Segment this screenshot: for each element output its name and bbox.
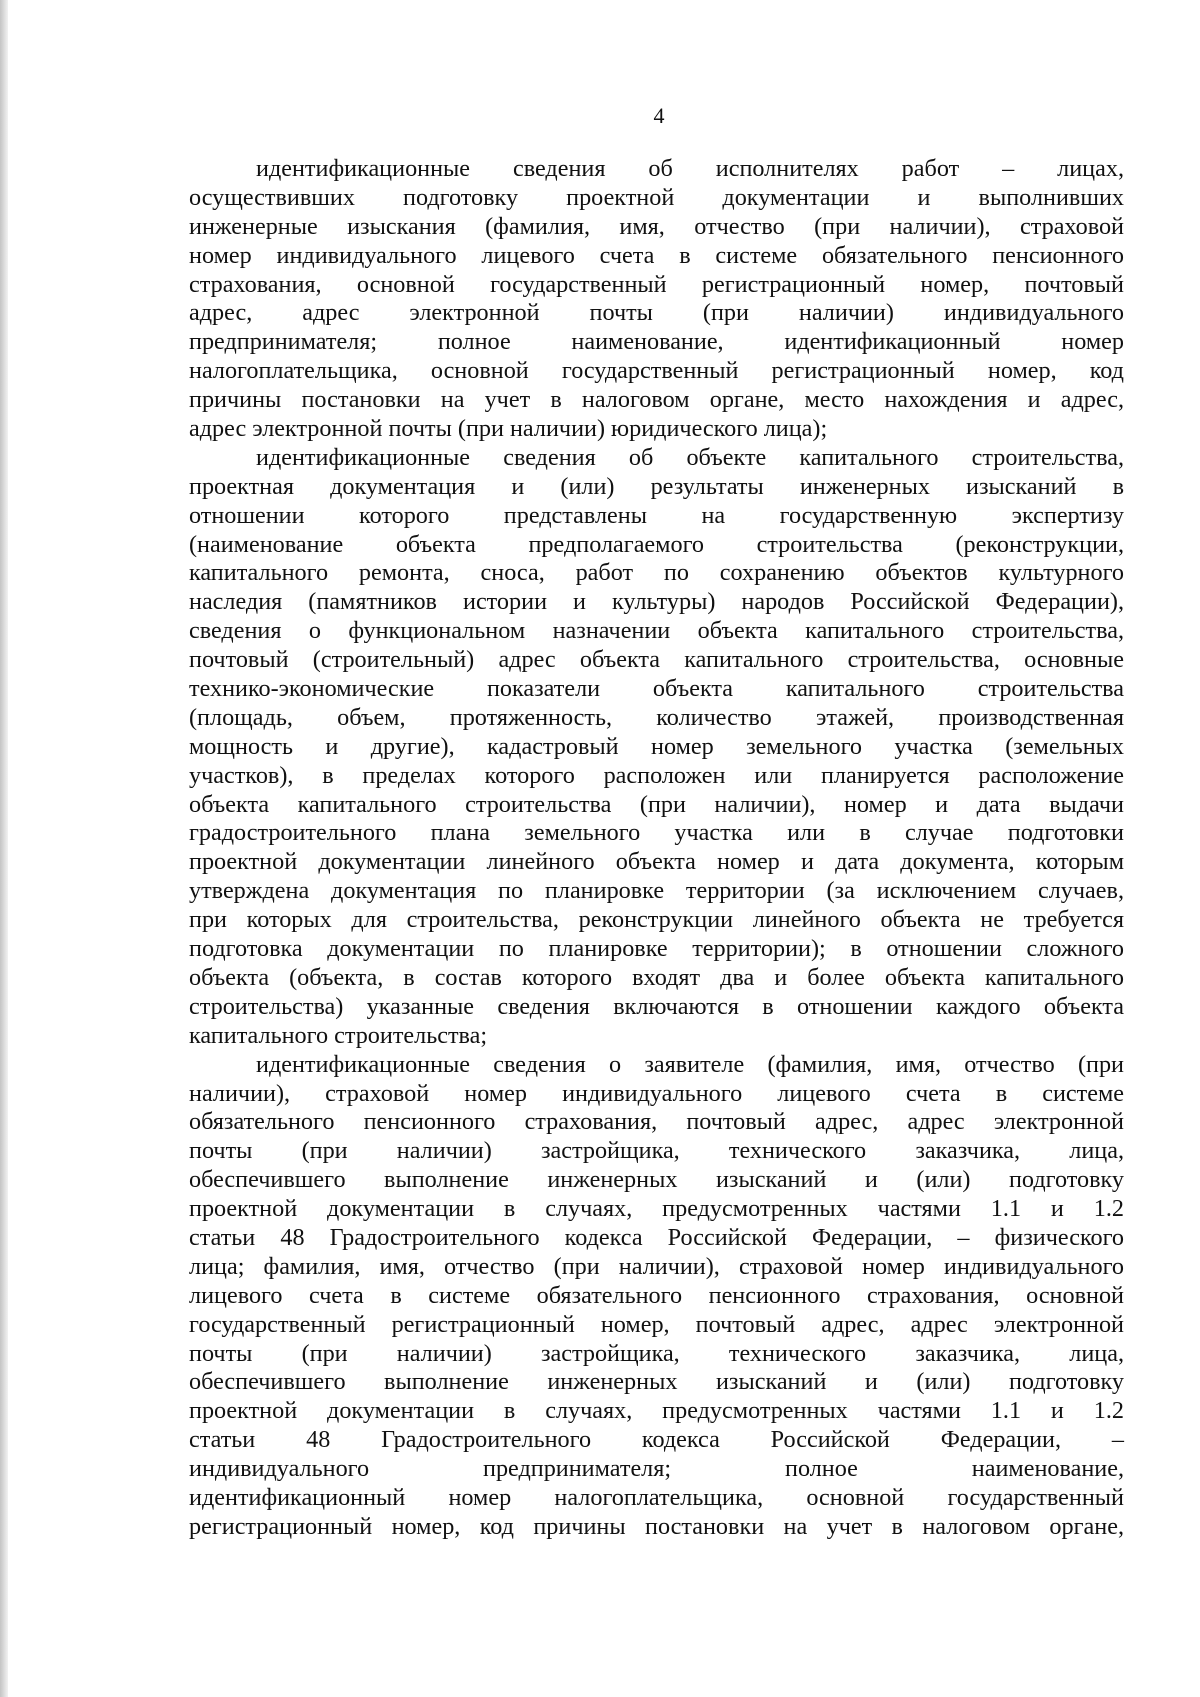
text-line: идентификационные сведения об объекте капитального строительства, xyxy=(256,443,1124,471)
text-line: идентификационные сведения об исполнителях работ – лицах, xyxy=(256,155,1124,182)
text-line: мощность и другие), кадастровый номер земельного участка (земельных xyxy=(189,732,1124,760)
text-line: лицевого счета в системе обязательного пенсионного страхования, основной xyxy=(189,1281,1124,1309)
text-line: лица; фамилия, имя, отчество (при наличии), страховой номер индивидуального xyxy=(189,1252,1124,1280)
text-line: статьи 48 Градостроительного кодекса Российской Федерации, – физического xyxy=(189,1223,1124,1251)
text-line: капитального строительства; xyxy=(189,1021,488,1049)
text-line: строительства) указанные сведения включаются в отношении каждого объекта xyxy=(189,992,1124,1020)
text-line: технико-экономические показатели объекта капитального строительства xyxy=(189,675,1124,703)
text-line: обеспечившего выполнение инженерных изысканий и (или) подготовку xyxy=(189,1368,1124,1396)
text-line: проектная документация и (или) результаты инженерных изысканий в xyxy=(189,472,1124,500)
text-line: (площадь, объем, протяженность, количество этажей, производственная xyxy=(189,703,1124,731)
text-line: капитального ремонта, сноса, работ по сохранению объектов культурного xyxy=(189,559,1124,587)
text-line: обеспечившего выполнение инженерных изысканий и (или) подготовку xyxy=(189,1166,1124,1194)
text-line: объекта капитального строительства (при наличии), номер и дата выдачи xyxy=(189,790,1124,818)
text-line: наследия (памятников истории и культуры) народов Российской Федерации), xyxy=(189,588,1124,616)
text-line: идентификационные сведения о заявителе (фамилия, имя, отчество (при xyxy=(256,1050,1124,1078)
text-line: осуществивших подготовку проектной документации и выполнивших xyxy=(189,183,1124,211)
text-line: адрес электронной почты (при наличии) юридического лица); xyxy=(189,415,828,443)
text-line: индивидуального предпринимателя; полное наименование, xyxy=(189,1455,1124,1483)
text-line: сведения о функциональном назначении объекта капитального строительства, xyxy=(189,617,1124,645)
text-line: идентификационный номер налогоплательщика, основной государственный xyxy=(189,1483,1124,1511)
text-line: наличии), страховой номер индивидуального лицевого счета в системе xyxy=(189,1079,1124,1107)
page-number: 4 xyxy=(653,103,665,128)
text-line: страхования, основной государственный регистрационный номер, почтовый xyxy=(189,270,1124,298)
paragraph-executors-info xyxy=(189,155,1124,444)
text-line: проектной документации в случаях, предусмотренных частями 1.1 и 1.2 xyxy=(189,1195,1124,1223)
text-line: (наименование объекта предполагаемого строительства (реконструкции, xyxy=(189,530,1124,558)
text-line: номер индивидуального лицевого счета в системе обязательного пенсионного xyxy=(189,241,1124,269)
text-line: объекта (объекта, в состав которого входят два и более объекта капитального xyxy=(189,963,1124,991)
text-line: статьи 48 Градостроительного кодекса Российской Федерации, – xyxy=(189,1426,1124,1454)
text-line: утверждена документация по планировке территории (за исключением случаев, xyxy=(189,877,1124,905)
text-line: почты (при наличии) застройщика, технического заказчика, лица, xyxy=(189,1137,1124,1165)
scan-edge-shadow xyxy=(0,0,8,1697)
text-line: адрес, адрес электронной почты (при наличии) индивидуального xyxy=(189,299,1124,327)
text-line: участков), в пределах которого расположен или планируется расположение xyxy=(189,761,1124,789)
paragraph-applicant-info xyxy=(189,1051,1124,1542)
paragraph-construction-object-info xyxy=(189,444,1124,1051)
document-body xyxy=(189,155,1124,1542)
text-line: почтовый (строительный) адрес объекта капитального строительства, основные xyxy=(189,646,1124,674)
text-line: налогоплательщика, основной государственный регистрационный номер, код xyxy=(189,357,1124,385)
text-line: подготовка документации по планировке территории); в отношении сложного xyxy=(189,935,1124,963)
text-line: градостроительного плана земельного участка или в случае подготовки xyxy=(189,819,1124,847)
text-line: предпринимателя; полное наименование, идентификационный номер xyxy=(189,328,1124,356)
text-line: почты (при наличии) застройщика, технического заказчика, лица, xyxy=(189,1339,1124,1367)
text-line: при которых для строительства, реконструкции линейного объекта не требуется xyxy=(189,906,1124,934)
text-line: отношении которого представлены на государственную экспертизу xyxy=(189,501,1124,529)
text-line: инженерные изыскания (фамилия, имя, отчество (при наличии), страховой xyxy=(189,212,1124,240)
text-line: государственный регистрационный номер, почтовый адрес, адрес электронной xyxy=(189,1310,1124,1338)
text-line: проектной документации линейного объекта номер и дата документа, которым xyxy=(189,848,1124,876)
text-line: проектной документации в случаях, предусмотренных частями 1.1 и 1.2 xyxy=(189,1397,1124,1425)
text-line: обязательного пенсионного страхования, почтовый адрес, адрес электронной xyxy=(189,1108,1124,1136)
text-line: регистрационный номер, код причины постановки на учет в налоговом органе, xyxy=(189,1512,1124,1540)
text-line: причины постановки на учет в налоговом органе, место нахождения и адрес, xyxy=(189,386,1124,414)
